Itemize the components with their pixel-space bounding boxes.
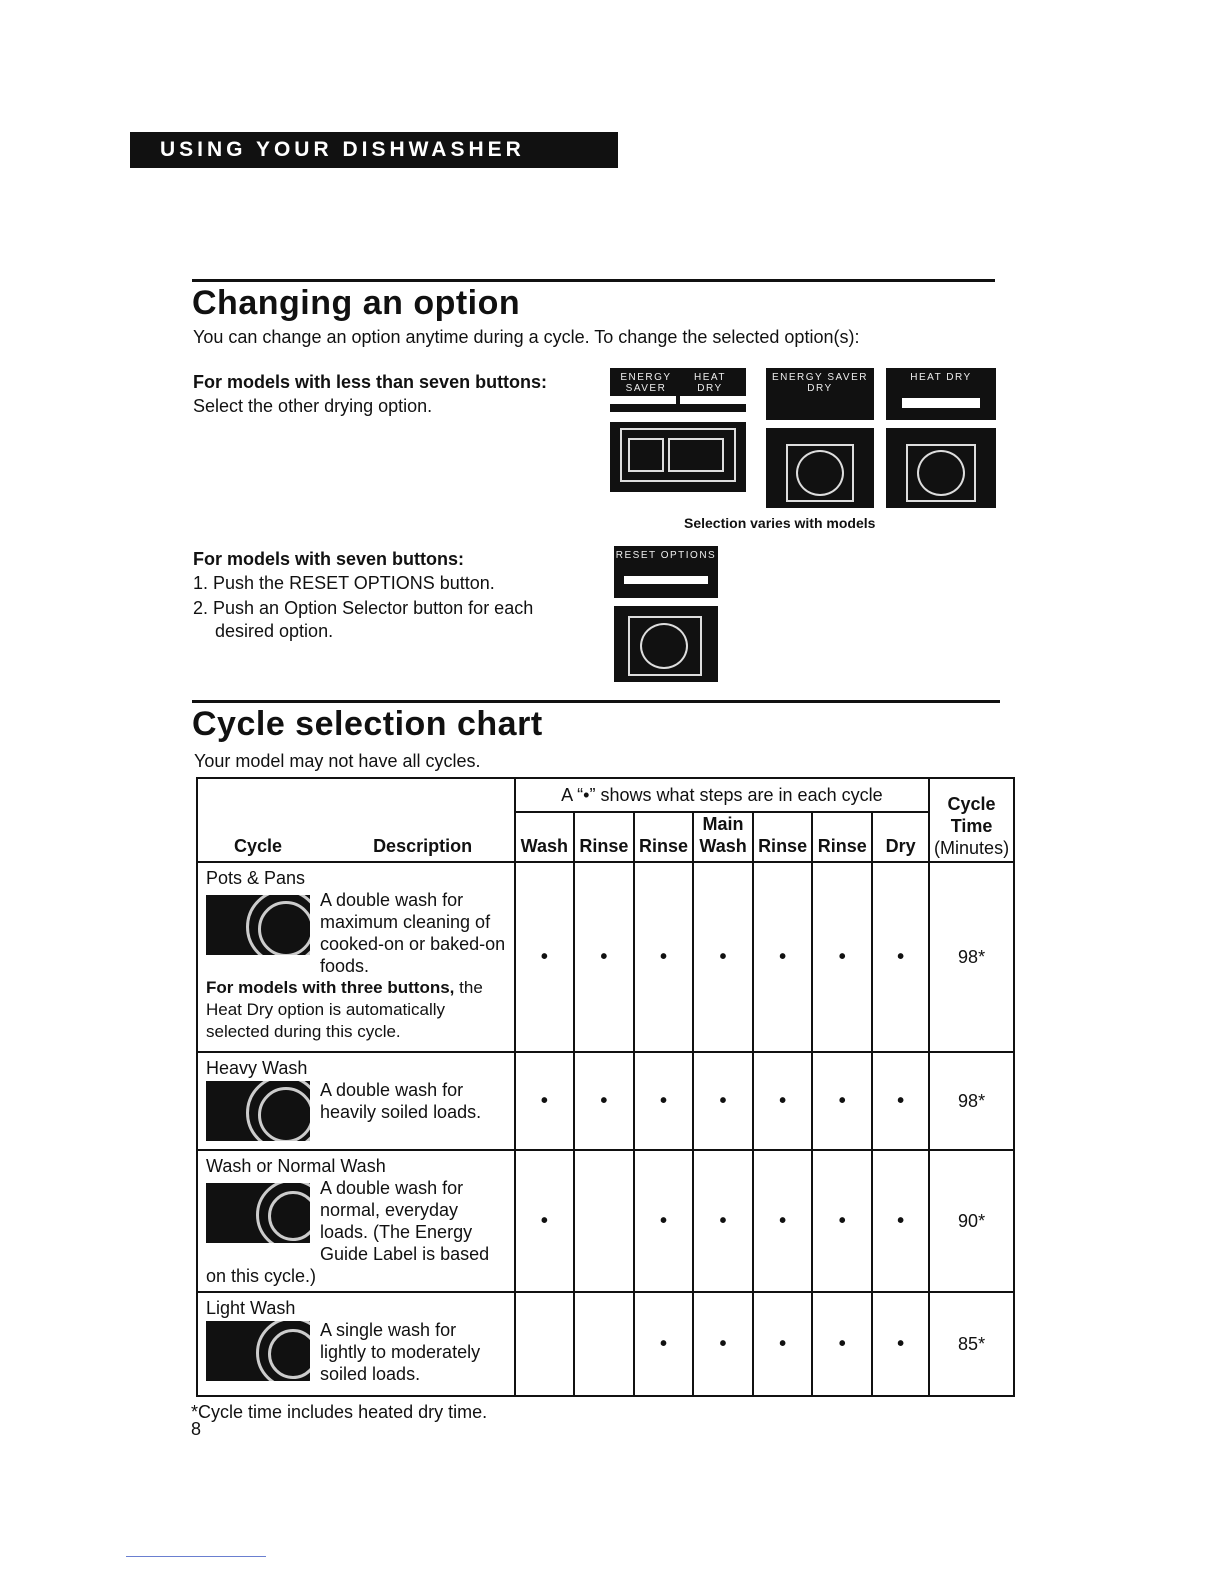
cycle-name: Wash or Normal Wash [206, 1156, 386, 1176]
table-row [197, 1292, 1014, 1396]
cycle-description: A double wash for normal, everyday loads. (The Energy Guide Label is based on this cycle.) [206, 1178, 490, 1286]
heat-dry-control [886, 368, 996, 508]
cycle-cell [197, 862, 515, 1052]
step-dot: • [753, 1150, 813, 1292]
step-dot: • [872, 1052, 929, 1150]
footnote: *Cycle time includes heated dry time. [191, 1402, 488, 1422]
section-header: USING YOUR DISHWASHER [130, 132, 618, 168]
changing-intro: You can change an option anytime during a cycle. To change the selected option(s): [193, 327, 860, 347]
normal-wash-icon [206, 1183, 310, 1243]
cycle-time: 98* [929, 862, 1014, 1052]
step-dot: • [515, 862, 574, 1052]
step-header: Main Wash [693, 812, 752, 862]
selection-caption: Selection varies with models [684, 515, 876, 531]
legend-cell [515, 778, 929, 812]
step-dot: • [812, 1292, 872, 1396]
cycle-time: 85* [929, 1292, 1014, 1396]
step-dot: • [753, 862, 813, 1052]
step-dot: • [634, 862, 694, 1052]
step-dot: • [515, 1052, 574, 1150]
heavy-wash-icon [206, 1081, 310, 1141]
description-header: Description [373, 836, 473, 856]
cycle-header: Cycle [234, 836, 283, 856]
step-dot: • [812, 1052, 872, 1150]
step-1: 1. Push the RESET OPTIONS button. [193, 573, 495, 593]
cycle-name: Pots & Pans [206, 868, 306, 888]
step-dot: • [872, 1292, 929, 1396]
step-header: Wash [515, 812, 574, 862]
step-dot: • [634, 1150, 694, 1292]
changing-title: Changing an option [192, 284, 521, 322]
step-dot: • [634, 1052, 694, 1150]
step-dot: • [634, 1292, 694, 1396]
step-dot: • [812, 862, 872, 1052]
step-2: 2. Push an Option Selector button for each [193, 598, 534, 618]
cycle-name: Light Wash [206, 1298, 296, 1318]
energy-saver-dry-control [766, 368, 874, 508]
step-header: Rinse [574, 812, 634, 862]
step-header: Rinse [812, 812, 872, 862]
step-dot: • [574, 862, 634, 1052]
chart-legend: A “•” shows what steps are in each cycle [561, 784, 883, 805]
page-number: 8 [191, 1419, 202, 1439]
cycle-time: 98* [929, 1052, 1014, 1150]
rocker-switch-control [610, 368, 746, 492]
cycle-name: Heavy Wash [206, 1058, 308, 1078]
cycle-cell [197, 1052, 515, 1150]
step-dot: • [812, 1150, 872, 1292]
step-header: Rinse [634, 812, 694, 862]
cycle-table [196, 777, 1015, 1397]
less-buttons-text: Select the other drying option. [193, 396, 433, 416]
cycle-description: A double wash for heavily soiled loads. [320, 1080, 482, 1122]
chart-subtitle: Your model may not have all cycles. [194, 751, 481, 771]
time-header [929, 778, 1014, 862]
cycle-cell [197, 1150, 515, 1292]
time-header-2: Time [950, 816, 993, 836]
table-row [197, 1150, 1014, 1292]
step-header: Rinse [753, 812, 813, 862]
step-dot: • [693, 1292, 752, 1396]
cycle-note-bold: For models with three buttons, [206, 978, 455, 997]
cycle-time: 90* [929, 1150, 1014, 1292]
heat-dry-label: HEAT DRY [694, 372, 726, 394]
step-dot: • [693, 1052, 752, 1150]
less-buttons-heading: For models with less than seven buttons: [193, 372, 548, 392]
energy-saver-label: ENERGY SAVER [620, 372, 672, 394]
step-dot: • [872, 1150, 929, 1292]
step-2-cont: desired option. [215, 621, 334, 641]
step-dot [574, 1150, 634, 1292]
cycle-description: A double wash for maximum cleaning of cooked-on or baked-on foods. [320, 890, 506, 976]
step-dot: • [753, 1052, 813, 1150]
step-dot [574, 1292, 634, 1396]
time-header-3: (Minutes) [934, 838, 1010, 858]
chart-rule [192, 700, 1000, 703]
pots-pans-icon [206, 895, 310, 955]
table-row [197, 862, 1014, 1052]
footer-line [126, 1556, 266, 1557]
seven-buttons-heading: For models with seven buttons: [193, 549, 465, 569]
step-header: Dry [872, 812, 929, 862]
step-dot: • [574, 1052, 634, 1150]
step-dot: • [872, 862, 929, 1052]
step-dot: • [693, 1150, 752, 1292]
step-dot: • [515, 1150, 574, 1292]
step-dot [515, 1292, 574, 1396]
chart-title: Cycle selection chart [192, 705, 543, 743]
reset-options-control [614, 546, 718, 682]
cycle-desc-header [197, 778, 515, 862]
reset-options-label: RESET OPTIONS [615, 550, 717, 561]
heat-dry-label-2: HEAT DRY [910, 372, 972, 383]
table-row [197, 1052, 1014, 1150]
step-dot: • [753, 1292, 813, 1396]
time-header-1: Cycle [947, 794, 996, 814]
cycle-cell [197, 1292, 515, 1396]
section-rule [192, 279, 995, 282]
energy-saver-dry-label: ENERGY SAVER DRY [772, 372, 868, 394]
cycle-note: the Heat Dry option is automatically selected during this cycle. [206, 978, 483, 1041]
light-wash-icon [206, 1321, 310, 1381]
cycle-description: A single wash for lightly to moderately soiled loads. [320, 1320, 481, 1384]
step-dot: • [693, 862, 752, 1052]
